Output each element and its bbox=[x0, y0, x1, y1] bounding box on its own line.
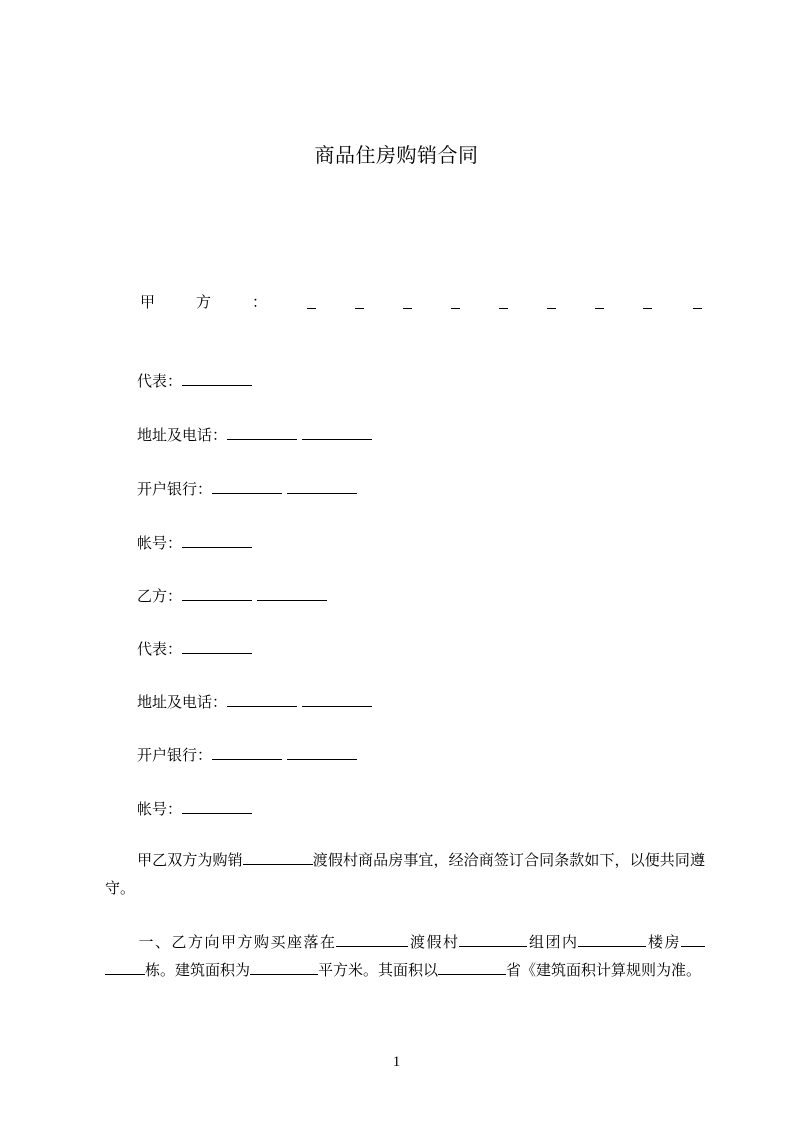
party-b-label: 乙方： bbox=[137, 587, 183, 605]
blank-line bbox=[257, 585, 327, 601]
blank-dash bbox=[693, 308, 702, 309]
blank-line bbox=[287, 744, 357, 760]
party-b-bank-label: 开户银行： bbox=[137, 746, 213, 764]
party-b-representative-label: 代表： bbox=[137, 640, 183, 658]
party-a-char-1: 甲 bbox=[140, 293, 156, 311]
blank-line bbox=[212, 478, 282, 494]
blank-line bbox=[182, 532, 252, 548]
blank-line bbox=[681, 931, 705, 947]
clause-1-text-2: 渡假村 bbox=[408, 933, 460, 951]
clause-1-text-6: 平方米。其面积以 bbox=[318, 961, 439, 979]
party-a-address-label: 地址及电话： bbox=[137, 426, 228, 444]
blank-dash bbox=[595, 308, 604, 309]
intro-text-1: 甲乙双方为购销 bbox=[137, 851, 243, 869]
blank-line bbox=[459, 931, 527, 947]
blank-line bbox=[227, 691, 297, 707]
blank-dash bbox=[355, 308, 364, 309]
party-b-address-line bbox=[137, 690, 372, 714]
party-a-address-line bbox=[137, 423, 372, 447]
party-a-bank-label: 开户银行： bbox=[137, 480, 213, 498]
party-b-line bbox=[137, 584, 327, 608]
party-b-bank-line bbox=[137, 743, 357, 767]
clause-1-text-4: 楼房 bbox=[646, 933, 681, 951]
blank-line bbox=[182, 798, 252, 814]
blank-line bbox=[182, 370, 252, 386]
party-a-char-2: 方 bbox=[196, 293, 212, 311]
clause-1-text-7: 省《建筑面积计算规则为准。 bbox=[506, 961, 702, 979]
blank-line bbox=[182, 585, 252, 601]
blank-line bbox=[182, 638, 252, 654]
blank-line bbox=[243, 849, 313, 865]
blank-line bbox=[212, 744, 282, 760]
clause-1-paragraph bbox=[105, 928, 705, 984]
party-a-account-label: 帐号： bbox=[137, 534, 183, 552]
party-b-account-label: 帐号： bbox=[137, 800, 183, 818]
party-a-representative-line bbox=[137, 369, 252, 393]
party-a-bank-line bbox=[137, 477, 357, 501]
blank-line bbox=[336, 931, 408, 947]
party-a-char-3: ： bbox=[252, 293, 268, 311]
page-title: 商品住房购销合同 bbox=[314, 143, 479, 167]
blank-line bbox=[250, 959, 318, 975]
party-b-representative-line bbox=[137, 637, 252, 661]
blank-dash bbox=[451, 308, 460, 309]
party-b-account-line bbox=[137, 797, 252, 821]
blank-line bbox=[287, 478, 357, 494]
blank-dash bbox=[499, 308, 508, 309]
party-a-label-row bbox=[140, 288, 705, 316]
blank-line bbox=[578, 931, 646, 947]
blank-line bbox=[227, 424, 297, 440]
blank-dash bbox=[403, 308, 412, 309]
party-a-account-line bbox=[137, 531, 252, 555]
intro-text-2: 渡假村商品房事宜，经洽商签订合同条款如下，以便共同遵守。 bbox=[105, 851, 705, 897]
blank-dash bbox=[307, 308, 316, 309]
clause-1-text-1: 一、乙方向甲方购买座落在 bbox=[137, 933, 337, 951]
party-a-representative-label: 代表： bbox=[137, 372, 183, 390]
party-b-address-label: 地址及电话： bbox=[137, 693, 228, 711]
page-number: 1 bbox=[392, 1054, 401, 1070]
blank-line bbox=[302, 424, 372, 440]
blank-line bbox=[438, 959, 506, 975]
clause-1-text-5: 栋。建筑面积为 bbox=[145, 961, 251, 979]
blank-line bbox=[105, 959, 145, 975]
blank-dash bbox=[643, 308, 652, 309]
clause-1-text-3: 组团内 bbox=[527, 933, 579, 951]
blank-line bbox=[302, 691, 372, 707]
intro-paragraph bbox=[105, 846, 705, 902]
blank-dash bbox=[547, 308, 556, 309]
